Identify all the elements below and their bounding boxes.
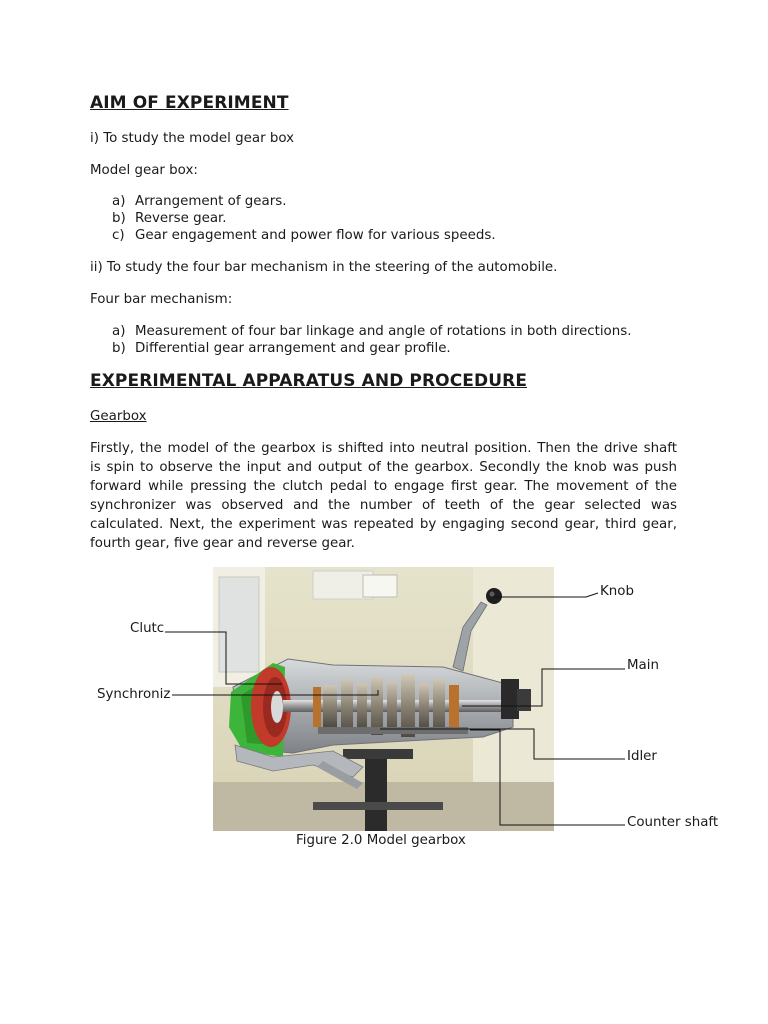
paragraph-line: synchronizer was observed and the number of teeth of the gear selected was <box>90 498 677 513</box>
list-marker: b) <box>112 211 126 226</box>
list-text: Reverse gear. <box>135 211 227 226</box>
gearbox-photo <box>213 567 554 831</box>
paragraph-line: fourth gear, five gear and reverse gear. <box>90 536 355 551</box>
list-marker: a) <box>112 194 126 209</box>
list-text: Arrangement of gears. <box>135 194 287 209</box>
objective-2: ii) To study the four bar mechanism in the steering of the automobile. <box>90 260 558 275</box>
paragraph-line: calculated. Next, the experiment was repeated by engaging second gear, third gear, <box>90 517 677 532</box>
label-knob: Knob <box>600 584 634 599</box>
label-synchronizer: Synchroniz <box>97 687 171 702</box>
apparatus-heading: EXPERIMENTAL APPARATUS AND PROCEDURE <box>90 371 528 391</box>
gearbox-subheading: Gearbox <box>90 409 147 424</box>
list-text: Measurement of four bar linkage and angle of rotations in both directions. <box>135 324 632 339</box>
list-marker: c) <box>112 228 125 243</box>
aim-heading: AIM OF EXPERIMENT <box>90 93 289 113</box>
paragraph-line: is spin to observe the input and output of the gearbox. Secondly the knob was push <box>90 460 677 475</box>
objective-1: i) To study the model gear box <box>90 131 295 146</box>
list-marker: a) <box>112 324 126 339</box>
procedure-paragraph <box>90 439 677 553</box>
figure-caption: Figure 2.0 Model gearbox <box>296 833 466 848</box>
four-bar-title: Four bar mechanism: <box>90 292 233 307</box>
label-main: Main <box>627 658 659 673</box>
list-marker: b) <box>112 341 126 356</box>
paragraph-line: forward while pressing the clutch pedal to engage first gear. The movement of the <box>90 479 677 494</box>
label-clutch: Clutc <box>130 621 165 636</box>
model-gearbox-title: Model gear box: <box>90 163 198 178</box>
label-idler: Idler <box>627 749 657 764</box>
paragraph-line: Firstly, the model of the gearbox is shifted into neutral position. Then the drive shaft <box>90 441 677 456</box>
list-text: Gear engagement and power flow for various speeds. <box>135 228 496 243</box>
list-text: Differential gear arrangement and gear profile. <box>135 341 451 356</box>
label-counter-shaft: Counter shaft <box>627 815 719 830</box>
